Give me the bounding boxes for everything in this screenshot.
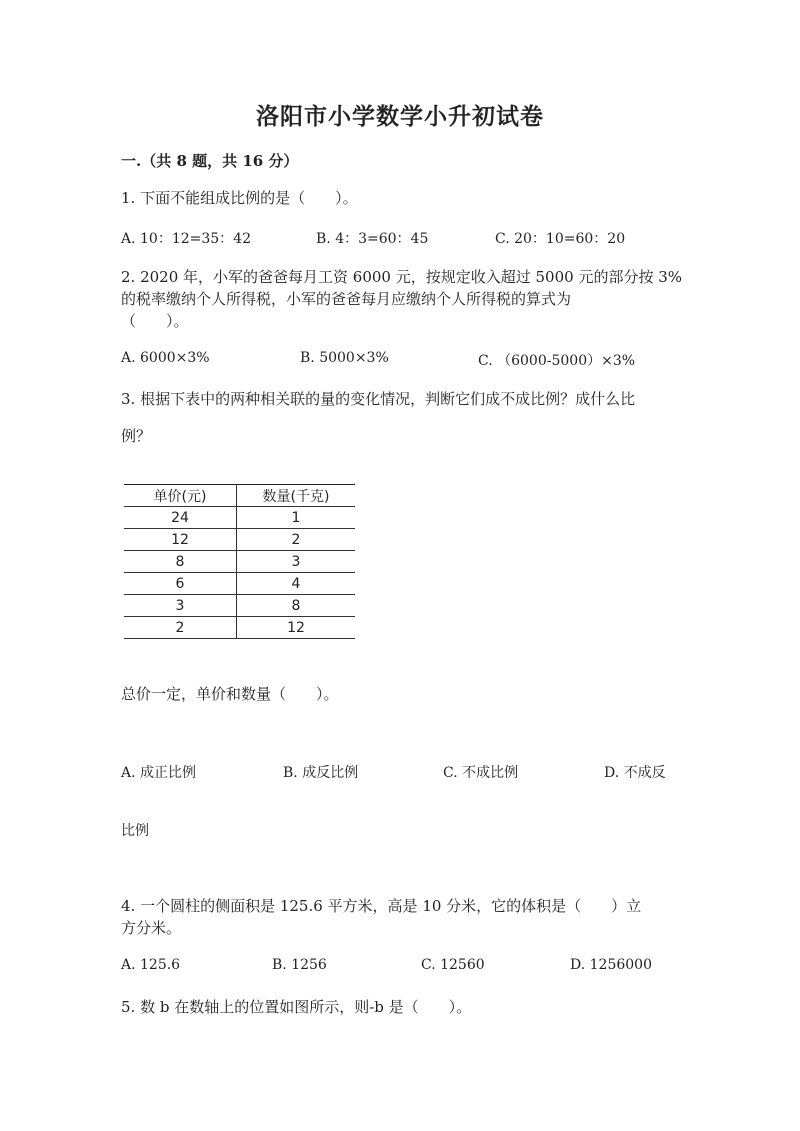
- table-cell-price: 12: [124, 529, 237, 551]
- q3-option-b: B. 成反比例: [283, 765, 359, 781]
- table-row: [124, 507, 355, 529]
- question-2-line2: 的税率缴纳个人所得税，小军的爸爸每月应缴纳个人所得税的算式为: [121, 290, 572, 308]
- table-cell-quantity: 8: [237, 595, 356, 617]
- question-3-prompt: 总价一定，单价和数量（ ）。: [121, 685, 339, 703]
- q3-option-a: A. 成正比例: [121, 765, 197, 781]
- table-cell-price: 2: [124, 617, 237, 639]
- q3-option-d: D. 不成反: [604, 765, 666, 781]
- question-3-line2: 例？: [121, 427, 152, 445]
- table-cell-price: 8: [124, 551, 237, 573]
- q4-option-b: B. 1256: [272, 957, 327, 973]
- q2-option-b: B. 5000×3%: [300, 350, 389, 366]
- question-2-line3: （ ）。: [121, 312, 189, 330]
- question-2-line1: 2. 2020 年，小军的爸爸每月工资 6000 元，按规定收入超过 5000 元的部分按 3%: [121, 268, 683, 286]
- table-header-price: 单价(元): [124, 485, 237, 507]
- q1-option-b: B. 4：3=60：45: [316, 231, 429, 247]
- q1-option-a: A. 10：12=35：42: [121, 231, 251, 247]
- table-cell-quantity: 12: [237, 617, 356, 639]
- table-header-row: [124, 485, 355, 507]
- q4-option-d: D. 1256000: [570, 957, 652, 973]
- table-row: [124, 551, 355, 573]
- q1-option-c: C. 20：10=60：20: [495, 231, 626, 247]
- table-cell-quantity: 3: [237, 551, 356, 573]
- question-5-text: 5. 数 b 在数轴上的位置如图所示，则-b 是（ ）。: [121, 998, 472, 1016]
- table-header-quantity: 数量(千克): [237, 485, 356, 507]
- table-row: [124, 595, 355, 617]
- table-row: [124, 617, 355, 639]
- section-heading: 一.（共 8 题，共 16 分）: [121, 152, 299, 170]
- question-1-text: 1. 下面不能组成比例的是（ ）。: [121, 189, 358, 207]
- table-cell-price: 24: [124, 507, 237, 529]
- price-quantity-table: [124, 484, 355, 639]
- q3-option-c: C. 不成比例: [443, 765, 519, 781]
- q4-option-a: A. 125.6: [121, 957, 181, 973]
- question-3-line1: 3. 根据下表中的两种相关联的量的变化情况，判断它们成不成比例？成什么比: [121, 390, 636, 408]
- table-cell-quantity: 4: [237, 573, 356, 595]
- question-4-line1: 4. 一个圆柱的侧面积是 125.6 平方米，高是 10 分米，它的体积是（ ）立: [121, 897, 642, 915]
- table-cell-price: 3: [124, 595, 237, 617]
- table-row: [124, 573, 355, 595]
- q2-option-c: C. （6000-5000）×3%: [478, 353, 636, 369]
- question-4-line2: 方分米。: [121, 919, 182, 937]
- q3-option-d-wrap: 比例: [121, 823, 149, 839]
- table-cell-quantity: 1: [237, 507, 356, 529]
- q2-option-a: A. 6000×3%: [121, 350, 210, 366]
- table-cell-quantity: 2: [237, 529, 356, 551]
- table-row: [124, 529, 355, 551]
- q4-option-c: C. 12560: [421, 957, 485, 973]
- exam-title: 洛阳市小学数学小升初试卷: [256, 103, 544, 130]
- table-cell-price: 6: [124, 573, 237, 595]
